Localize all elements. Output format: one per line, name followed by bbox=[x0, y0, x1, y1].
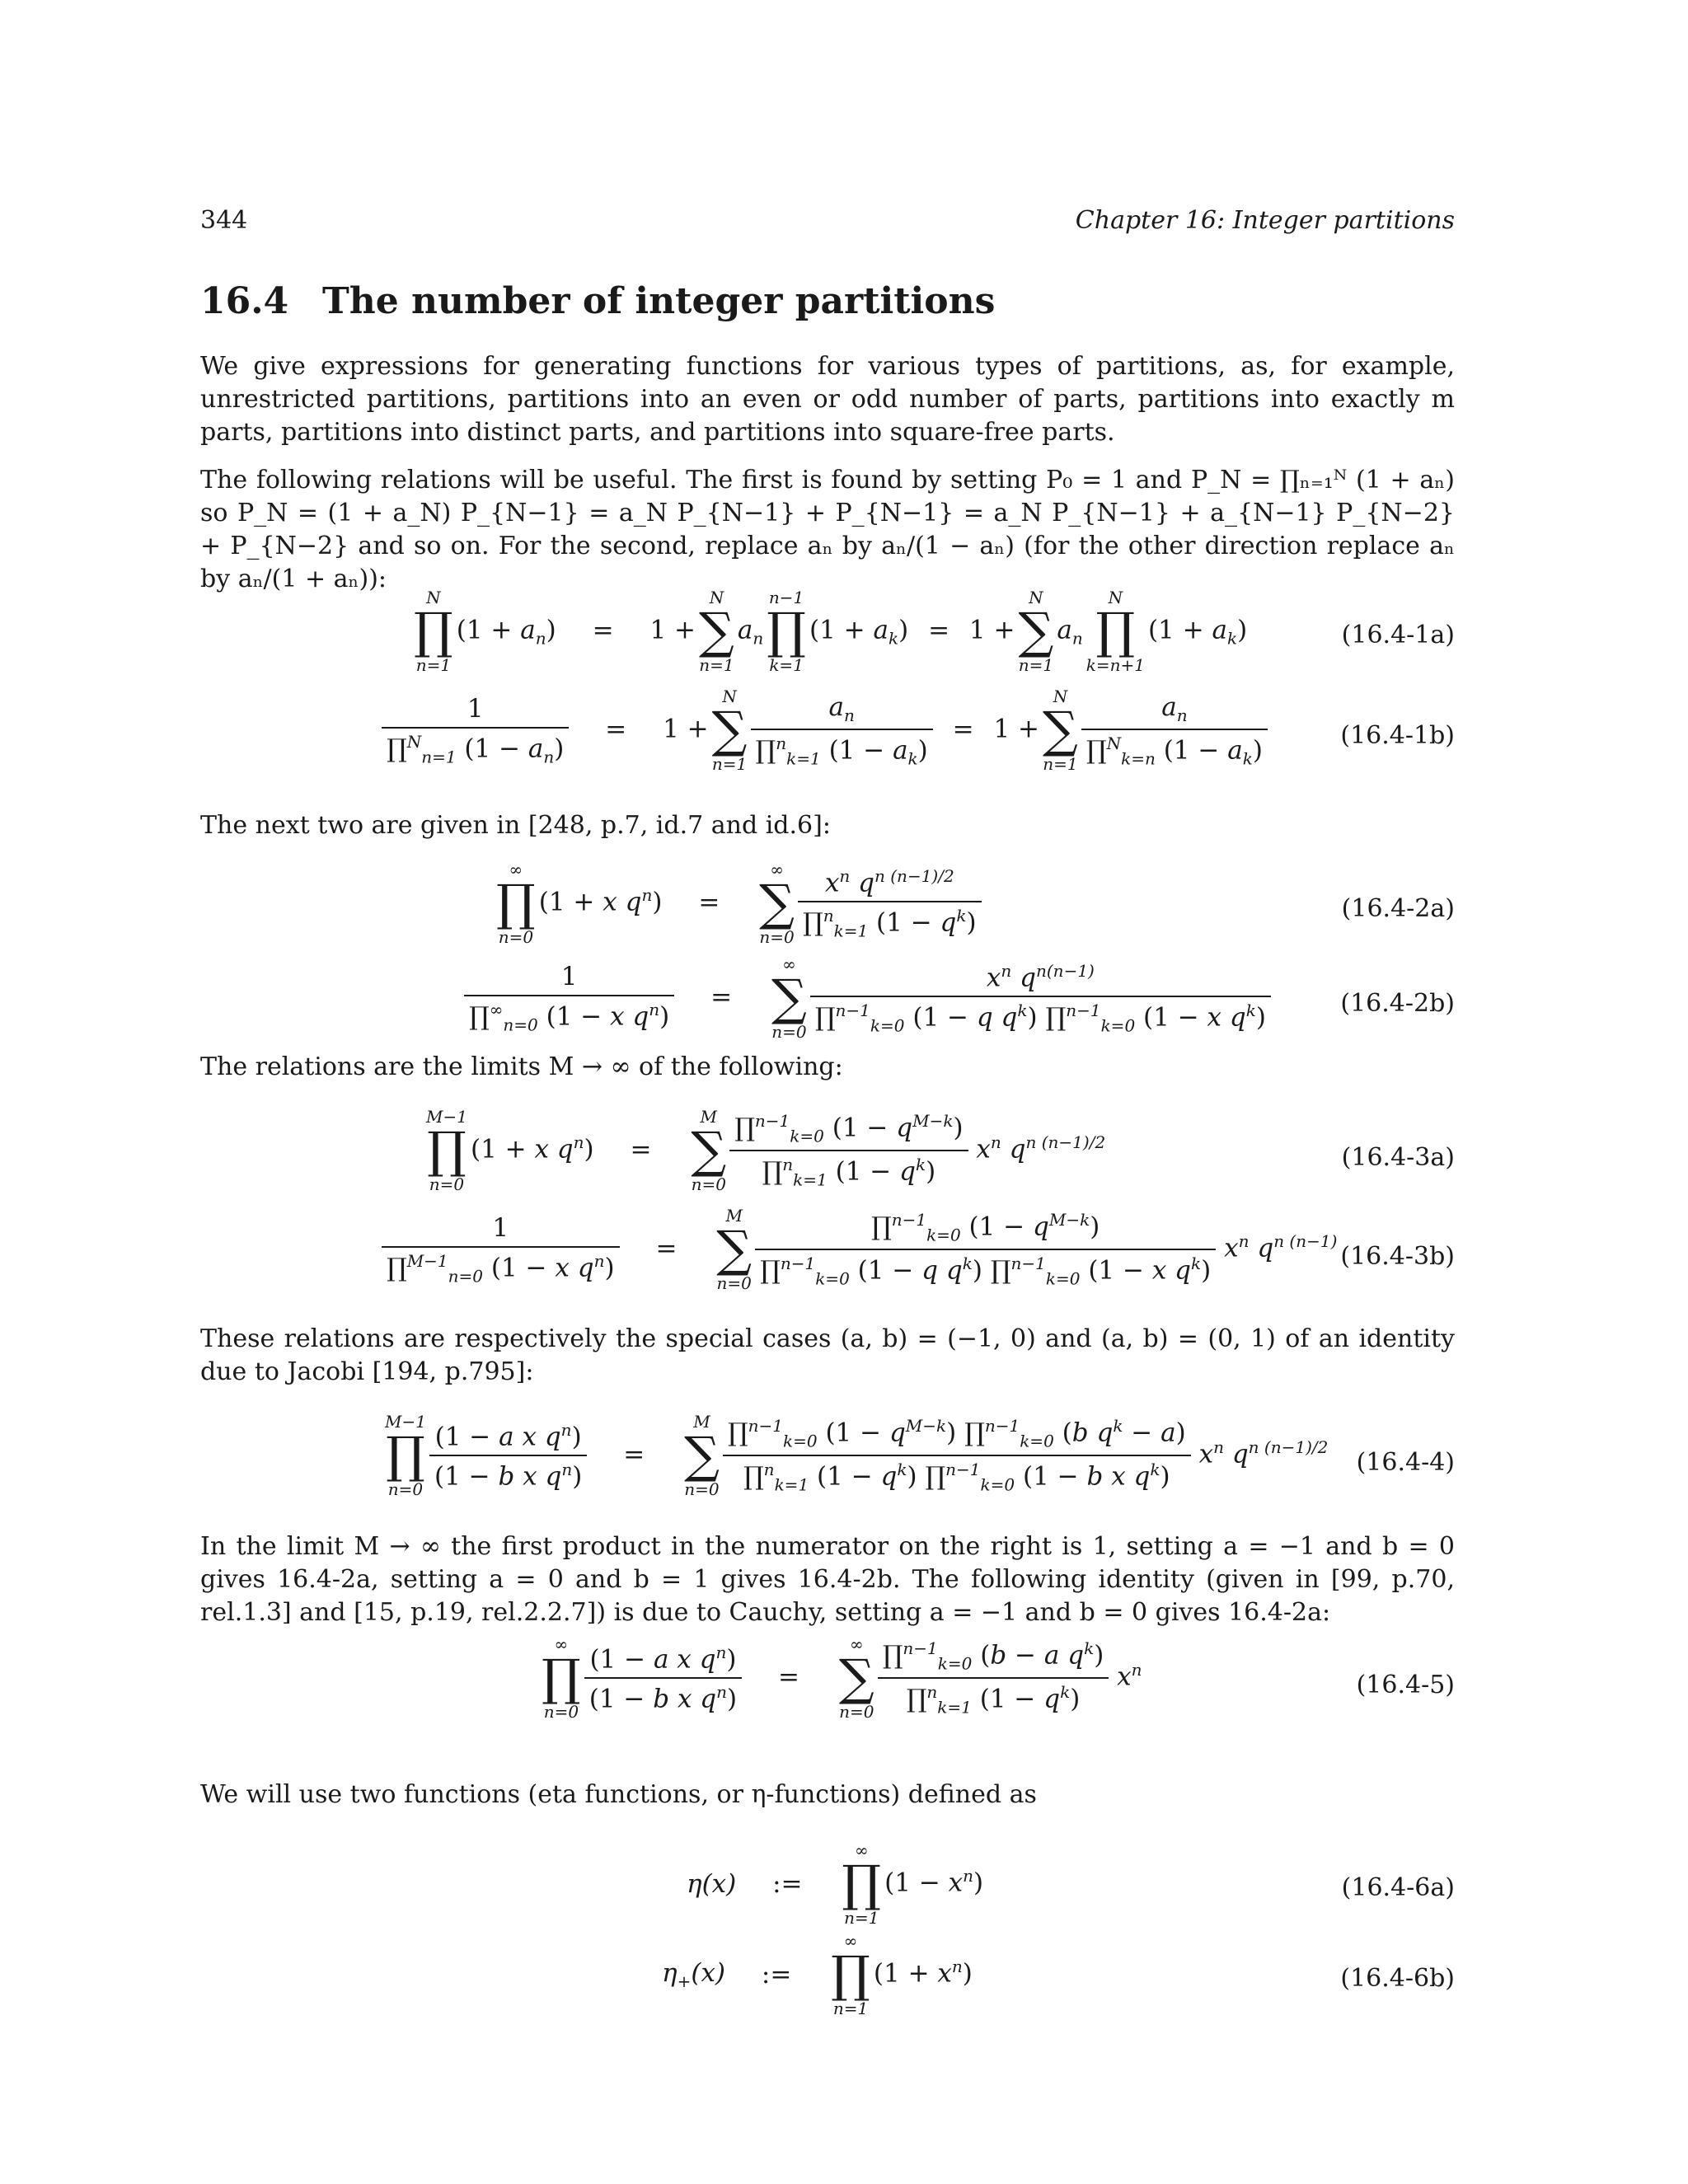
equation-number: (16.4-2b) bbox=[1340, 989, 1455, 1018]
equation-body: M−1 ∏ n=0 (1 + x $q^n$) = M ∑ n=0 $\frac{\prod^{n-1}_{k=0} (1 - q^{M-k})}{\prod^n_{k=1} (1 - q^k)}$ $x^n$ $q^{n (n-1)/2}$ bbox=[426, 1107, 1106, 1194]
paragraph-next-two: The next two are given in [248, p.7, id.7 and id.6]: bbox=[200, 811, 831, 840]
equation-body: $\frac{1}{\prod^{M-1}_{n=0} (1 - x q^n)}$ = M ∑ n=0 $\frac{\prod^{n-1}_{k=0} (1 - q^{M-k})}{\prod^{n-1}_{k=0} (1 - q q^k) \prod^{n-1}_{k=0} (1 - x q^k)}$ $x^n$ $q^{n (n-1)}$ bbox=[382, 1207, 1337, 1291]
equation-body: $\frac{1}{\prod^N_{n=1} (1 - a_n)}$ = 1 + N ∑ n=1 $\frac{a_n}{\prod^n_{k=1} (1 - a_k)}$ = 1 + N ∑ n=1 $\frac{a_n}{\prod^N_{k=n} (1 - a_k)}$ bbox=[382, 688, 1268, 772]
section-number: 16.4 bbox=[200, 280, 289, 322]
equation-16-4-2b bbox=[200, 956, 1455, 1047]
equation-16-4-5 bbox=[200, 1636, 1455, 1735]
equation-16-4-6b bbox=[200, 1933, 1455, 2023]
paragraph-intro: We give expressions for generating functions for various types of partitions, as, for example, unrestricted partitions, partitions into an even or odd number of parts, partitions into exactly m parts, partitions into distinct parts, and partitions into square-free parts. bbox=[200, 352, 1455, 447]
equation-16-4-2a bbox=[200, 861, 1455, 952]
equation-body: ∞ ∏ n=0 (1 + x $q^n$) = ∞ ∑ n=0 $\frac{x^n q^{n (n-1)/2}}{\prod^n_{k=1} (1 - q^k)}$ bbox=[493, 861, 982, 945]
equation-number: (16.4-4) bbox=[1356, 1448, 1455, 1477]
equation-number: (16.4-6a) bbox=[1341, 1873, 1455, 1902]
equation-16-4-1b bbox=[200, 688, 1455, 779]
equation-body: M−1 ∏ n=0 $\frac{(1 - a x q^n)}{(1 - b x q^n)}$ = M ∑ n=0 $\frac{\prod^{n-1}_{k=0} (1 - q^{M-k}) \prod^{n-1}_{k=0} (b q^k - a)}{\prod^n_{k=1} (1 - q^k) \prod^{n-1}_{k=0} (1 - b x q^k)}$ $x^n$ $q^{n (n-1)/2}$ bbox=[385, 1412, 1329, 1499]
equation-number: (16.4-5) bbox=[1356, 1671, 1455, 1699]
equation-body: $\eta_+(x)$ := ∞ ∏ n=1 $(1 + x^n)$ bbox=[662, 1931, 973, 2018]
paragraph-jacobi: These relations are respectively the special cases (a, b) = (−1, 0) and (a, b) = (0, 1) of an identity due to Jacobi [194, p.795]: bbox=[200, 1324, 1455, 1386]
paragraph-cauchy: In the limit M → ∞ the first product in the numerator on the right is 1, setting a = −1 and b = 0 gives 16.4-2a, setting a = 0 and b = 1 gives 16.4-2b. The following identity (given in [99, p.70, rel.1.3] and [15, p.19, rel.2.2.7]) is due to Cauchy, setting a = −1 and b = 0 gives 16.4-2a: bbox=[200, 1532, 1455, 1627]
equation-number: (16.4-1b) bbox=[1340, 721, 1455, 750]
section-title: The number of integer partitions bbox=[322, 280, 996, 322]
equation-16-4-6a bbox=[200, 1842, 1455, 1933]
equation-16-4-3b bbox=[200, 1207, 1455, 1302]
equation-body: ∞ ∏ n=0 $\frac{(1 - a x q^n)}{(1 - b x q^n)}$ = ∞ ∑ n=0 $\frac{\prod^{n-1}_{k=0} (b - a q^k)}{\prod^n_{k=1} (1 - q^k)}$ $x^n$ bbox=[542, 1634, 1142, 1722]
equation-16-4-3a bbox=[200, 1108, 1455, 1203]
equation-number: (16.4-2a) bbox=[1341, 894, 1455, 923]
paragraph-relations: The following relations will be useful. The first is found by setting P₀ = 1 and P_N = ∏ₙ₌₁ᴺ (1 + aₙ) so P_N = (1 + a_N) P_{N−1} = a_N P_{N−1} + P_{N−1} = a_N P_{N−1} + a_{N−1} P_{N−2} + P_{N−2} and so on. For the second, replace aₙ by aₙ/(1 − aₙ) (for the other direction replace aₙ by aₙ/(1 + aₙ)): bbox=[200, 466, 1455, 593]
page-number: 344 bbox=[200, 206, 248, 235]
running-header: Chapter 16: Integer partitions bbox=[1075, 206, 1455, 235]
equation-body: $\frac{1}{\prod^\infty_{n=0} (1 - x q^n)}$ = ∞ ∑ n=0 $\frac{x^n q^{n(n-1)}}{\prod^{n-1}_{k=0} (1 - q q^k) \prod^{n-1}_{k=0} (1 - x q^k)}$ bbox=[464, 956, 1271, 1040]
paragraph-eta: We will use two functions (eta functions, or η-functions) defined as bbox=[200, 1780, 1037, 1809]
equation-body: η(x) := ∞ ∏ n=1 $(1 - x^n)$ bbox=[687, 1840, 984, 1928]
equation-body: N ∏ n=1 $(1 + a_n) = 1$ + N ∑ n=1 $a_n$ n−1 ∏ k=1 $(1 + a_k) = 1$ + N ∑ n=1 $a_n$ N ∏ k=n+1 $(1 + a_k)$ bbox=[414, 588, 1248, 675]
equation-16-4-4 bbox=[200, 1413, 1455, 1512]
paragraph-limits: The relations are the limits M → ∞ of the following: bbox=[200, 1052, 843, 1081]
equation-16-4-1a bbox=[200, 589, 1455, 680]
equation-number: (16.4-3a) bbox=[1341, 1143, 1455, 1172]
section-heading bbox=[200, 280, 995, 322]
equation-number: (16.4-1a) bbox=[1341, 621, 1455, 649]
equation-number: (16.4-6b) bbox=[1340, 1964, 1455, 1993]
equation-number: (16.4-3b) bbox=[1340, 1242, 1455, 1271]
